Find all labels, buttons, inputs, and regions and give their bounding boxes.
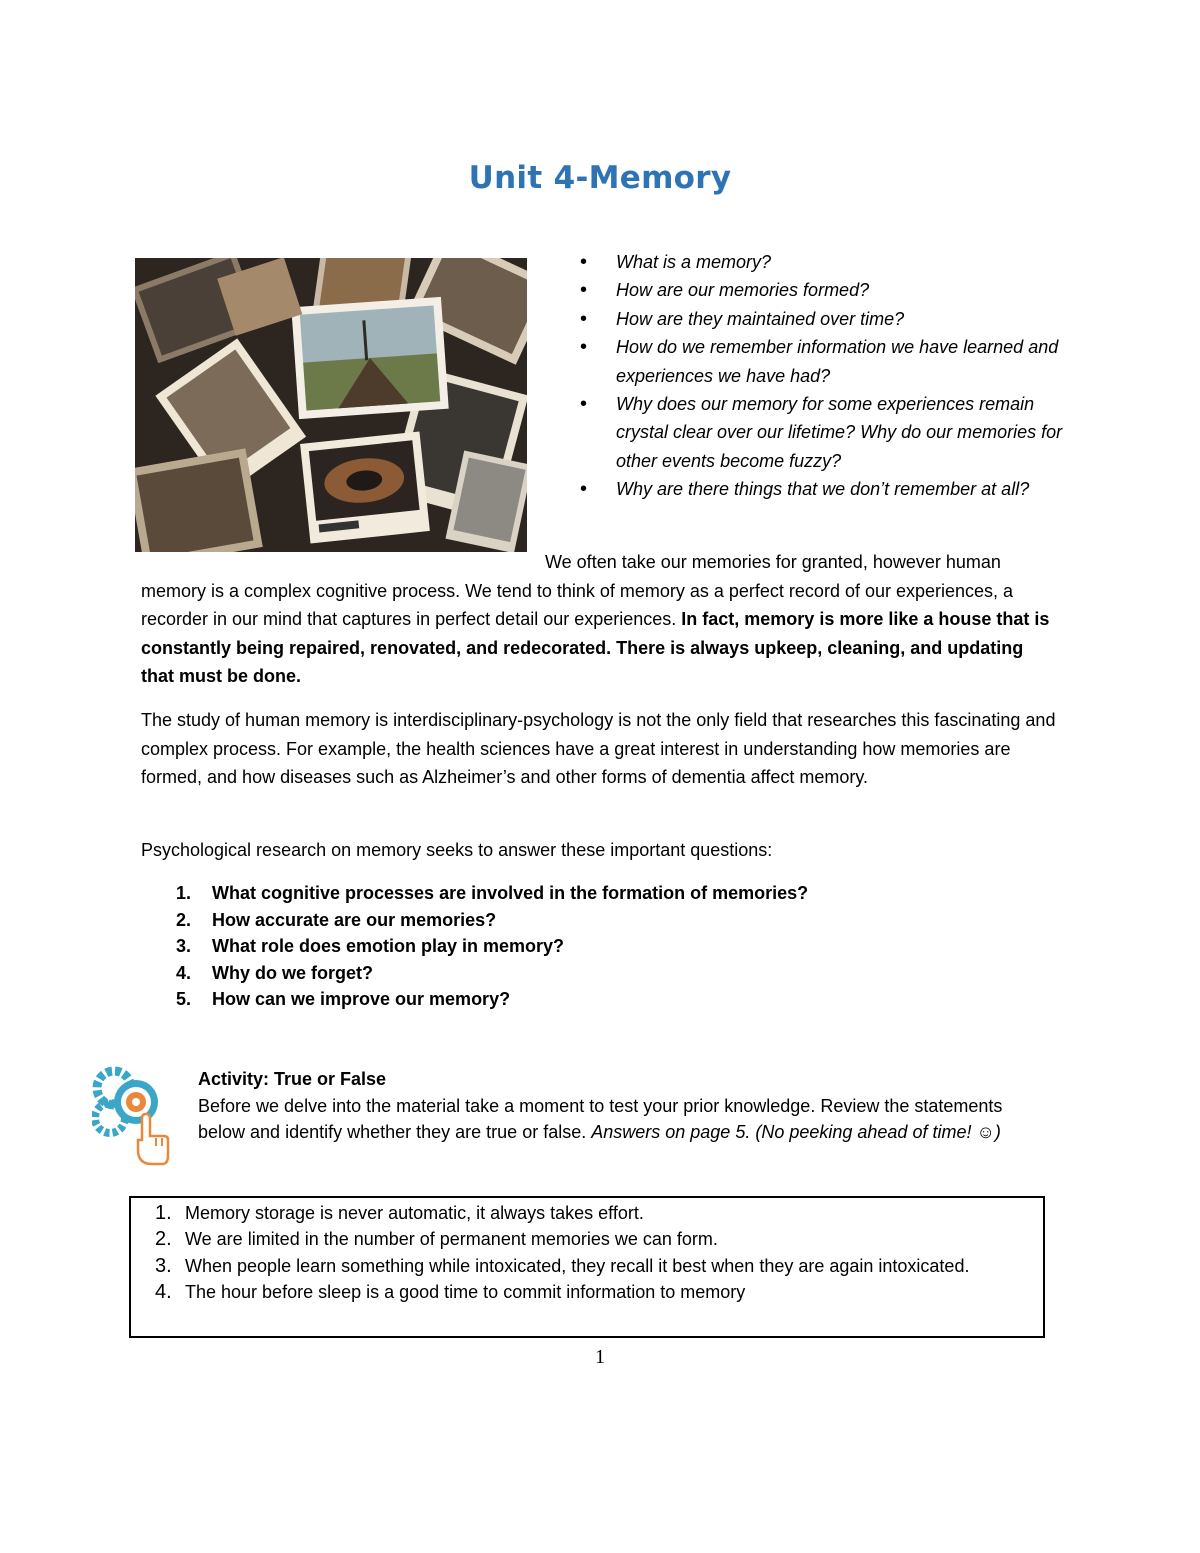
list-text: We are limited in the number of permanent memories we can form. <box>185 1229 718 1250</box>
list-item: • How are they maintained over time? <box>578 305 1063 333</box>
page-number: 1 <box>595 1346 605 1368</box>
list-item <box>141 880 1041 907</box>
gear-hand-icon <box>92 1066 170 1170</box>
research-questions-list <box>141 880 1041 1013</box>
list-number: 1. <box>176 883 192 903</box>
list-text: When people learn something while intoxicated, they recall it best when they are again intoxicated. <box>185 1255 970 1276</box>
list-item <box>155 1253 1035 1279</box>
list-item <box>155 1226 1035 1252</box>
list-text: How accurate are our memories? <box>212 909 497 930</box>
list-text: What role does emotion play in memory? <box>212 936 565 957</box>
list-item <box>155 1200 1035 1226</box>
true-false-box <box>129 1196 1045 1338</box>
list-item: • Why are there things that we don’t remember at all? <box>578 475 1063 503</box>
list-item: • Why does our memory for some experiences remain crystal clear over our lifetime? Why do our memories for other events become fuzzy? <box>578 390 1063 475</box>
list-item <box>141 933 1041 960</box>
intro-bold-text: In fact, memory is more like a house that is constantly being repaired, renovated, and redecorated. There is always upkeep, cleaning, and updating that must be done. <box>141 609 1050 687</box>
list-text: How can we improve our memory? <box>212 989 511 1010</box>
activity-answer-note: Answers on page 5. (No peeking ahead of time! ☺) <box>591 1122 1001 1142</box>
list-item: • How are our memories formed? <box>578 276 1063 304</box>
activity-text: Before we delve into the material take a moment to test your prior knowledge. Review the statements below and identify whether they are true or false. <box>198 1095 1003 1142</box>
interdisciplinary-paragraph: The study of human memory is interdisciplinary-psychology is not the only field that researches this fascinating and complex process. For example, the health sciences have a great interest in understanding how memories are formed, and how diseases such as Alzheimer’s and other forms of dementia affect memory. <box>141 710 1056 788</box>
list-number: 5. <box>176 989 192 1010</box>
list-text: Why do we forget? <box>212 962 373 983</box>
list-item <box>141 960 1041 987</box>
activity-section <box>198 1066 1048 1146</box>
list-item: • How do we remember information we have learned and experiences we have had? <box>578 333 1063 390</box>
intro-paragraph <box>141 548 1061 691</box>
research-intro-paragraph: Psychological research on memory seeks to answer these important questions: <box>141 840 773 860</box>
list-item <box>141 986 1041 1013</box>
intro-questions-list <box>578 248 1063 504</box>
statements-list <box>155 1200 1035 1306</box>
activity-instructions <box>198 1093 1048 1146</box>
list-item <box>141 907 1041 934</box>
page-title: Unit 4-Memory <box>468 160 732 196</box>
list-number: 3. <box>176 936 192 957</box>
list-number: 3. <box>155 1254 172 1277</box>
list-number: 2. <box>176 909 192 930</box>
list-number: 4. <box>176 962 192 983</box>
photo-collage-image <box>135 258 527 552</box>
list-item <box>155 1279 1035 1305</box>
intro-text: We often take our memories for granted, however human memory is a complex cognitive process. We tend to think of memory as a perfect record of our experiences, a recorder in our mind that captures in perfect detail our experiences. <box>141 552 1014 630</box>
list-number: 4. <box>155 1281 172 1304</box>
list-text: The hour before sleep is a good time to commit information to memory <box>185 1282 746 1303</box>
list-text: Memory storage is never automatic, it always takes effort. <box>185 1203 644 1223</box>
list-number: 1. <box>155 1202 172 1224</box>
list-item: • What is a memory? <box>578 248 1063 276</box>
activity-title: Activity: True or False <box>198 1069 387 1089</box>
list-text: What cognitive processes are involved in the formation of memories? <box>212 883 809 903</box>
list-number: 2. <box>155 1228 172 1251</box>
